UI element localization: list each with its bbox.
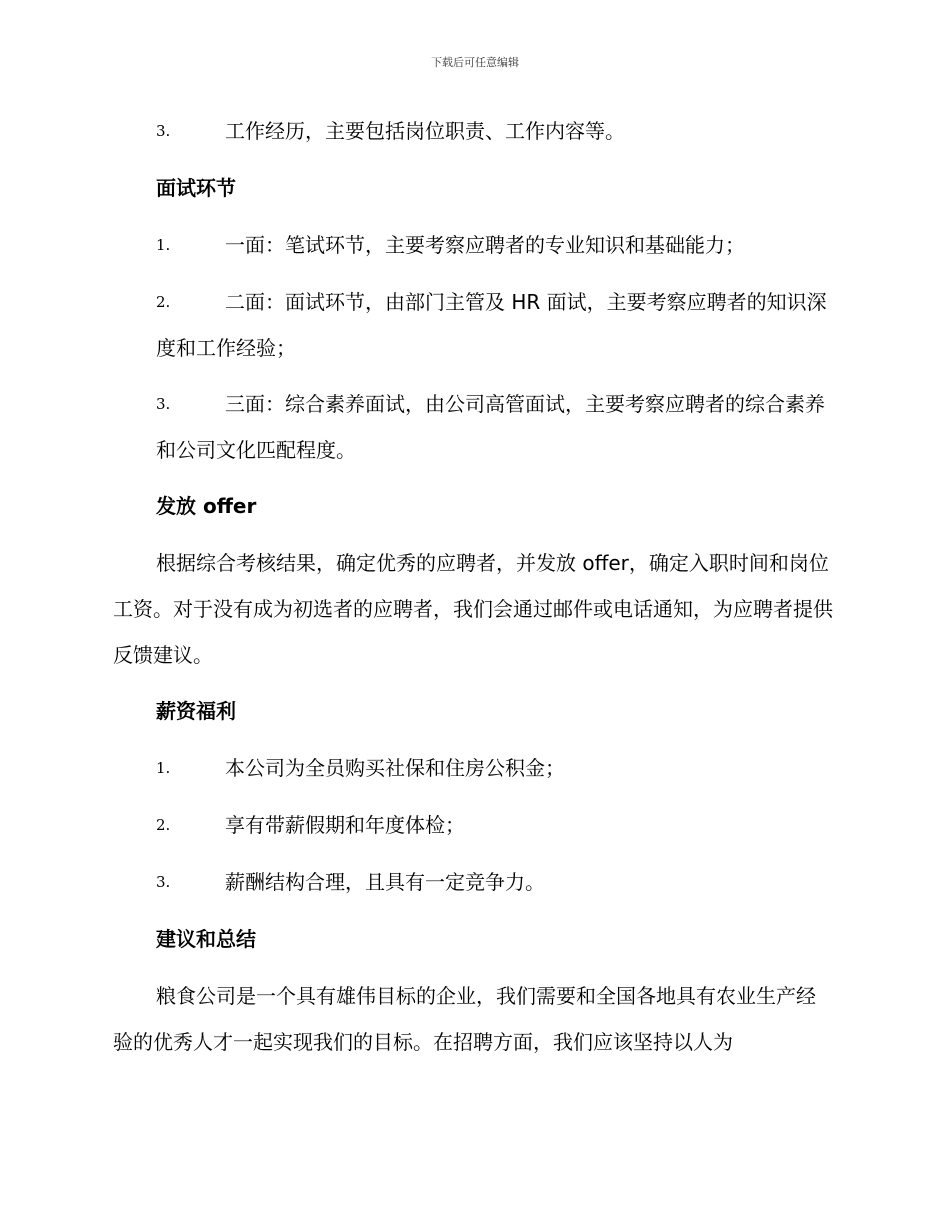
list-item <box>113 228 833 262</box>
list-item <box>113 865 833 899</box>
section-heading-benefits: 薪资福利 <box>156 699 236 723</box>
header-note: 下载后可任意编辑 <box>431 56 519 69</box>
list-item <box>113 808 833 842</box>
list-text: 工作经历，主要包括岗位职责、工作内容等。 <box>225 119 625 143</box>
list-number: 3. <box>156 873 171 891</box>
document-body <box>113 114 833 1065</box>
paragraph-offer: 根据综合考核结果，确定优秀的应聘者，并发放 offer，确定入职时间和岗位工资。对于没有成为初选者的应聘者，我们会通过邮件或电话通知，为应聘者提供反馈建议。 <box>113 551 833 667</box>
list-text: 二面：面试环节，由部门主管及 HR 面试，主要考察应聘者的知识深度和工作经验； <box>156 290 827 360</box>
list-text: 享有带薪假期和年度体检； <box>225 813 465 837</box>
list-item <box>113 381 833 473</box>
list-text: 一面：笔试环节，主要考察应聘者的专业知识和基础能力； <box>225 233 745 257</box>
list-text: 本公司为全员购买社保和住房公积金； <box>225 756 565 780</box>
list-number: 3. <box>156 395 171 413</box>
paragraph-summary: 粮食公司是一个具有雄伟目标的企业，我们需要和全国各地具有农业生产经验的优秀人才一起实现我们的目标。在招聘方面，我们应该坚持以人为 <box>113 984 816 1054</box>
list-text: 三面：综合素养面试，由公司高管面试，主要考察应聘者的综合素养和公司文化匹配程度。 <box>156 392 825 462</box>
list-item <box>113 114 833 148</box>
list-number: 2. <box>156 293 171 311</box>
list-item <box>113 751 833 785</box>
list-item <box>113 279 833 371</box>
list-number: 2. <box>156 816 171 834</box>
section-heading-summary: 建议和总结 <box>156 927 256 951</box>
section-heading-offer: 发放 offer <box>156 494 257 518</box>
list-number: 1. <box>156 236 171 254</box>
list-number: 1. <box>156 759 171 777</box>
list-text: 薪酬结构合理，且具有一定竞争力。 <box>225 870 545 894</box>
section-heading-interview: 面试环节 <box>156 176 236 200</box>
list-number: 3. <box>156 122 171 140</box>
